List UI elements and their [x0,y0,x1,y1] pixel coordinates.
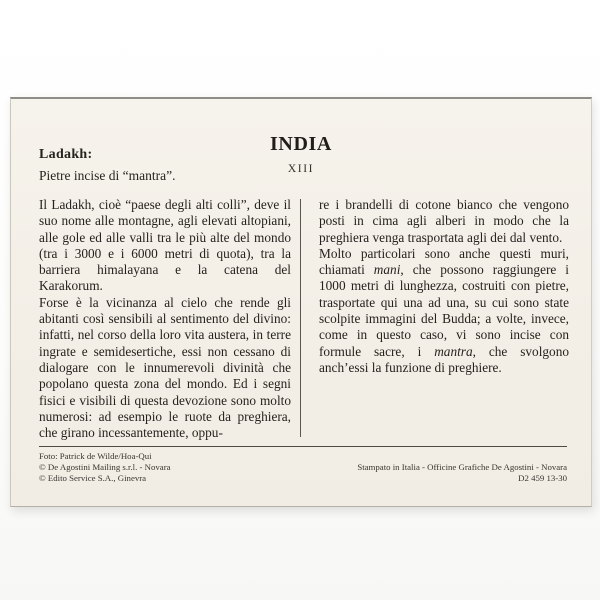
credits-divider-line [39,446,567,447]
italic-term-mantra: mantra [434,343,473,359]
postcard-back [10,97,592,507]
photo-credit: Foto: Patrick de Wilde/Hoa-Qui [39,451,152,461]
column-divider-line [300,199,301,437]
card-title: INDIA [270,133,332,155]
left-column-paragraph-2: Forse è la vicinanza al cielo che rende gli abitanti così sensibili al sentimento del divino: infatti, nel corso della loro vita austera, in terre ingrate e semidesertiche, essi non cessano di dialogare con le innumerevoli divinità che popolano questa zona del mondo. Ed i segni fisici e visibili di questa devozione sono molto numerosi: ad esempio le ruote da preghiera, che girano incessantemente, oppu- [39,294,291,441]
paragraph-text: , che possono raggiungere i 1000 metri di lunghezza, costruiti con pietre, trasportate qui una ad una, su cui sono state scolpite immagini del Budda; a volte, invece, come in questo caso, vi sono incise con formule sacre, i [319,262,570,359]
body-text-columns [39,197,569,441]
credits-footer [39,451,567,484]
plate-number: XIII [287,163,315,175]
copyright-line-2: © Edito Service S.A., Ginevra [39,473,147,483]
right-column [319,197,569,441]
paragraph-text: Molto particolari sono anche questi muri, chiamati [319,245,569,278]
left-column-paragraph-1: Il Ladakh, cioè “paese degli alti colli”, deve il suo nome alle montagne, agli elevati altopiani, alle gole ed alle valli tra le più alte del mondo (tra i 3000 e i 6000 metri di quota), tra la barriera himalayana e la catena del Karakorum. [39,197,291,294]
printed-in-line: Stampato in Italia - Officine Grafiche De Agostini - Novara [357,462,567,472]
left-column [39,197,291,441]
region-label: Ladakh: [39,147,93,162]
italic-term-mani: mani [373,262,401,278]
region-subtitle: Pietre incise di “mantra”. [39,168,176,183]
right-column-paragraph-1: re i brandelli di cotone bianco che vengono posti in cima agli alberi in modo che la preghiera venga trasportata agli dei dal vento. [319,197,569,245]
right-column-paragraph-2 [319,246,569,376]
paragraph-text: , che svolgono anch’essi la funzione di preghiere. [319,343,569,375]
copyright-line-1: © De Agostini Mailing s.r.l. - Novara [39,462,171,472]
print-code: D2 459 13-30 [518,473,567,483]
credits-left-block [39,451,171,484]
credits-right-block [357,462,567,484]
